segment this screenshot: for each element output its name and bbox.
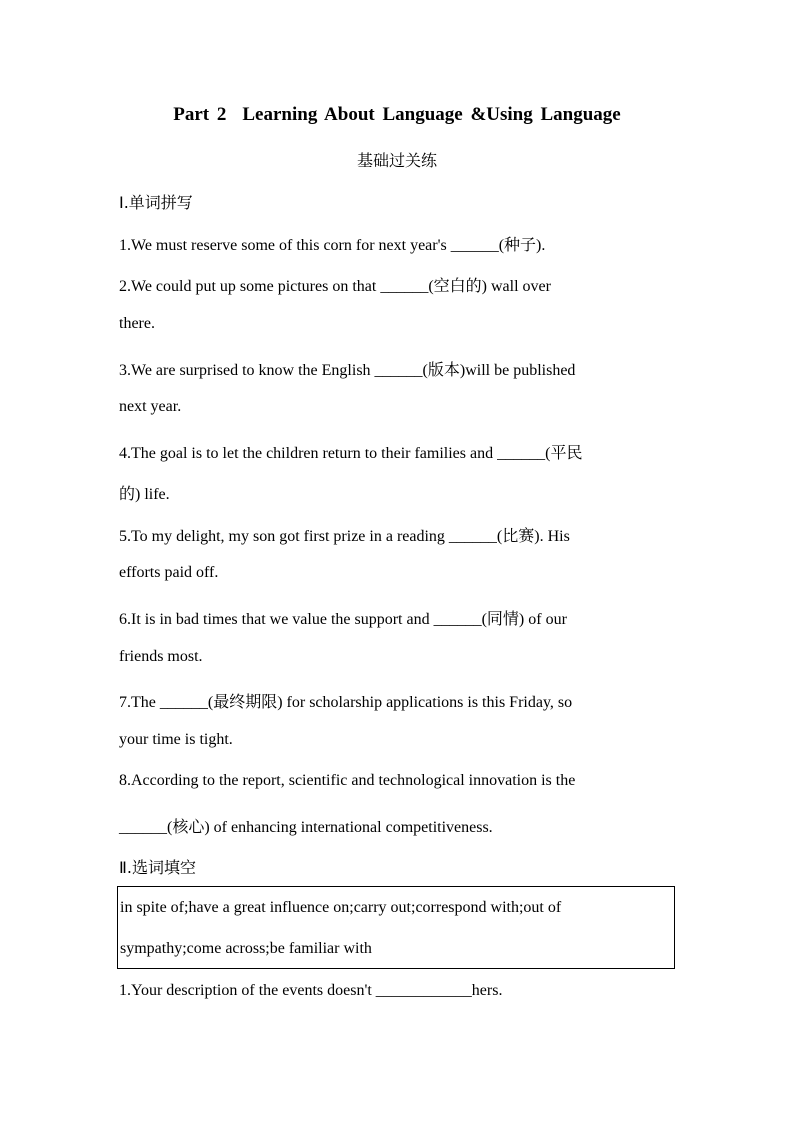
exercise-line: there. [119,315,155,332]
exercise-line: next year. [119,398,182,415]
exercise-line: ______(核心) of enhancing international competitiveness. [119,819,493,836]
exercise-line: your time is tight. [119,731,233,748]
exercise-line: 8.According to the report, scientific and technological innovation is the [119,772,576,789]
section-heading-word-choice: Ⅱ.选词填空 [119,858,196,877]
exercise-line: 3.We are surprised to know the English ______(版本)will be published [119,362,576,379]
title-text: Learning About Language &Using Language [242,104,621,125]
exercise-line: 4.The goal is to let the children return to their families and ______(平民 [119,445,583,462]
word-bank-box [117,886,675,969]
page-subtitle: 基础过关练 [356,151,437,170]
exercise-line: 7.The ______(最终期限) for scholarship applications is this Friday, so [119,694,573,711]
word-bank-line: in spite of;have a great influence on;carry out;correspond with;out of [120,899,562,916]
exercise-line: 1.Your description of the events doesn't ____________hers. [119,982,503,999]
part-label: Part 2 [173,104,227,125]
exercise-line: 2.We could put up some pictures on that ______(空白的) wall over [119,278,551,295]
exercise-line: 6.It is in bad times that we value the support and ______(同情) of our [119,611,567,628]
word-bank-line: sympathy;come across;be familiar with [120,940,372,957]
section-heading-spelling: Ⅰ.单词拼写 [119,193,193,212]
exercise-line: 1.We must reserve some of this corn for next year's ______(种子). [119,237,546,254]
page-title [0,104,794,126]
exercise-line: efforts paid off. [119,564,219,581]
exercise-line: 的) life. [119,486,170,503]
exercise-line: 5.To my delight, my son got first prize in a reading ______(比赛). His [119,528,570,545]
exercise-line: friends most. [119,648,203,665]
